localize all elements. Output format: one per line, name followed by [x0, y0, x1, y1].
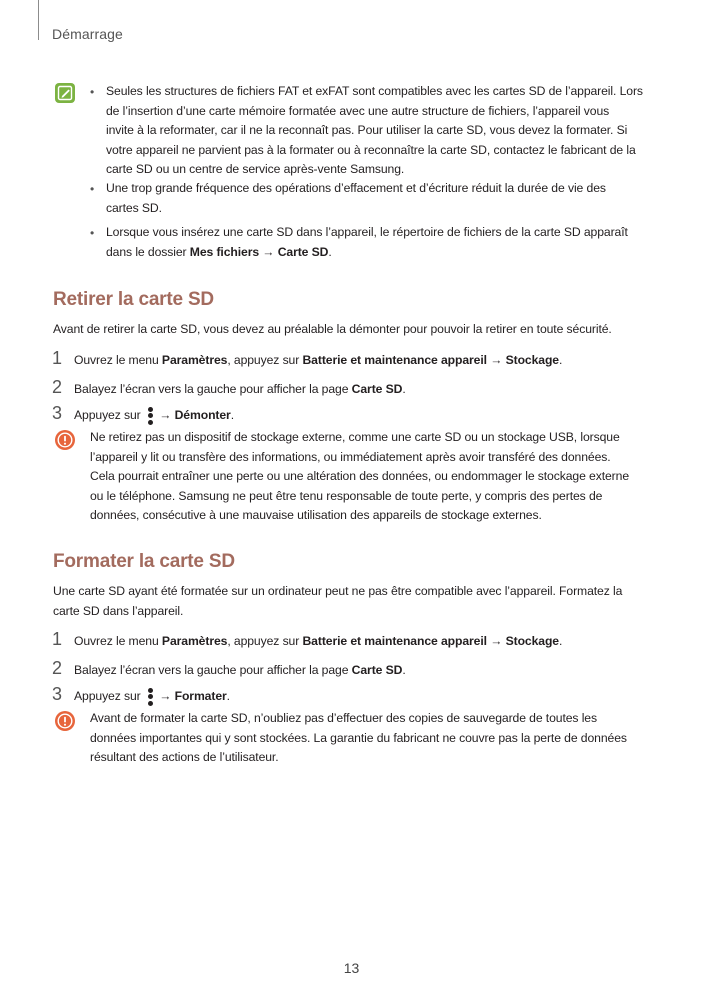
arrow-symbol: →	[486, 634, 506, 648]
text-line: Une trop grande fréquence des opérations d’effacement et d’écriture réduit la durée de vie des	[106, 181, 606, 195]
text-span: Appuyez sur	[74, 689, 144, 703]
section-heading-formater: Formater la carte SD	[53, 551, 235, 572]
menu-ref-stockage: Stockage	[505, 634, 559, 648]
text-span: dans le dossier	[106, 244, 190, 259]
step-number: 3	[52, 403, 63, 423]
retirer-warning	[90, 428, 629, 526]
more-options-icon	[146, 407, 154, 425]
text-line	[106, 243, 628, 263]
step-number: 2	[52, 658, 63, 678]
bullet-marker: •	[90, 85, 95, 99]
arrow-symbol: →	[259, 244, 278, 259]
text-line: carte SD ou un centre de service après-vente Samsung.	[106, 162, 405, 176]
section-header: Démarrage	[52, 26, 123, 42]
menu-ref-formater: Formater	[174, 689, 227, 703]
text-line: Ne retirez pas un dispositif de stockage externe, comme une carte SD ou un stockage USB, lorsque	[90, 430, 620, 444]
text-span: Balayez l’écran vers la gauche pour afficher la page	[74, 382, 352, 396]
text-line: invite à la reformater, car il ne la reconnaît pas. Pour utiliser la carte SD, vous devez la formater. Si	[106, 123, 628, 137]
text-span: .	[402, 663, 406, 677]
text-line: de l’insertion d’une carte mémoire formatée avec une autre structure de fichiers, l’appareil vous	[106, 103, 610, 118]
step-number: 1	[52, 629, 63, 649]
text-span: .	[328, 244, 332, 259]
note-bullet-2	[106, 179, 606, 218]
text-line: ou le téléphone. Samsung ne peut être tenu responsable de toute perte, y compris des pertes de	[90, 488, 603, 503]
formater-intro	[53, 582, 622, 621]
bullet-marker: •	[90, 226, 95, 240]
warning-exclamation-icon	[55, 711, 75, 731]
text-line: Seules les structures de fichiers FAT et exFAT sont compatibles avec les cartes SD de l’appareil. Lors	[106, 84, 643, 98]
menu-ref-demonter: Démonter	[174, 408, 231, 422]
formater-warning	[90, 709, 627, 768]
retirer-step-2	[74, 380, 406, 400]
retirer-step-3	[74, 406, 234, 426]
step-number: 2	[52, 377, 63, 397]
menu-ref-carte-sd: Carte SD	[277, 244, 329, 259]
text-span: Balayez l’écran vers la gauche pour afficher la page	[74, 663, 352, 677]
text-line: carte SD dans l’appareil.	[53, 603, 184, 618]
arrow-symbol: →	[155, 408, 175, 422]
text-span: Appuyez sur	[74, 408, 144, 422]
text-line: cartes SD.	[106, 200, 162, 215]
text-span: .	[558, 353, 563, 367]
text-line: Cela pourrait entraîner une perte ou une altération des données, ou endommager le stockage externe	[90, 469, 629, 483]
menu-ref-mes-fichiers: Mes fichiers	[189, 244, 260, 259]
formater-step-3	[74, 687, 230, 707]
text-line: Avant de formater la carte SD, n’oubliez pas d’effectuer des copies de sauvegarde de toutes les	[90, 711, 597, 725]
text-span: .	[226, 689, 230, 703]
text-line: votre appareil ne parvient pas à la formater ou à reconnaître la carte SD, contactez le fabricant de la	[106, 142, 636, 157]
formater-step-1	[74, 632, 562, 652]
note-bullet-1	[106, 82, 643, 180]
menu-ref-batterie: Batterie et maintenance appareil	[302, 353, 487, 367]
text-line: données, consécutive à une mauvaise utilisation des appareils de stockage externes.	[90, 508, 542, 522]
bullet-marker: •	[90, 182, 95, 196]
text-span: , appuyez sur	[227, 634, 303, 648]
menu-ref-stockage: Stockage	[505, 353, 559, 367]
section-heading-retirer: Retirer la carte SD	[53, 289, 214, 310]
text-line: Lorsque vous insérez une carte SD dans l’appareil, le répertoire de fichiers de la carte SD apparaît	[106, 225, 628, 239]
text-span: , appuyez sur	[227, 353, 303, 367]
formater-step-2	[74, 661, 406, 681]
menu-ref-batterie: Batterie et maintenance appareil	[302, 634, 487, 648]
text-line: données importantes qui y sont stockées. La garantie du fabricant ne couvre pas la perte de données	[90, 730, 627, 745]
text-line: l’appareil y lit ou transfère des informations, ou immédiatement après avoir transféré des données.	[90, 449, 611, 464]
warning-exclamation-icon	[55, 430, 75, 450]
note-pencil-icon	[55, 83, 75, 103]
step-number: 1	[52, 348, 63, 368]
text-line: résultant des actions de l’utilisateur.	[90, 750, 279, 764]
retirer-step-1	[74, 351, 562, 371]
header-rule	[38, 0, 39, 40]
arrow-symbol: →	[155, 689, 175, 703]
text-line: Une carte SD ayant été formatée sur un ordinateur peut ne pas être compatible avec l’appareil. Formatez la	[53, 584, 623, 598]
text-span: Ouvrez le menu	[74, 634, 162, 648]
note-bullet-3	[106, 223, 628, 262]
page-number: 13	[343, 960, 360, 976]
menu-ref-parametres: Paramètres	[161, 353, 228, 367]
menu-ref-carte-sd: Carte SD	[351, 382, 403, 396]
text-span: .	[230, 408, 234, 422]
menu-ref-parametres: Paramètres	[161, 634, 228, 648]
menu-ref-carte-sd: Carte SD	[351, 663, 403, 677]
text-span: Ouvrez le menu	[74, 353, 162, 367]
text-span: .	[558, 634, 563, 648]
step-number: 3	[52, 684, 63, 704]
text-span: .	[402, 382, 406, 396]
retirer-intro: Avant de retirer la carte SD, vous devez au préalable la démonter pour pouvoir la retirer en toute sécurité.	[53, 322, 612, 336]
more-options-icon	[146, 688, 154, 706]
arrow-symbol: →	[486, 353, 506, 367]
